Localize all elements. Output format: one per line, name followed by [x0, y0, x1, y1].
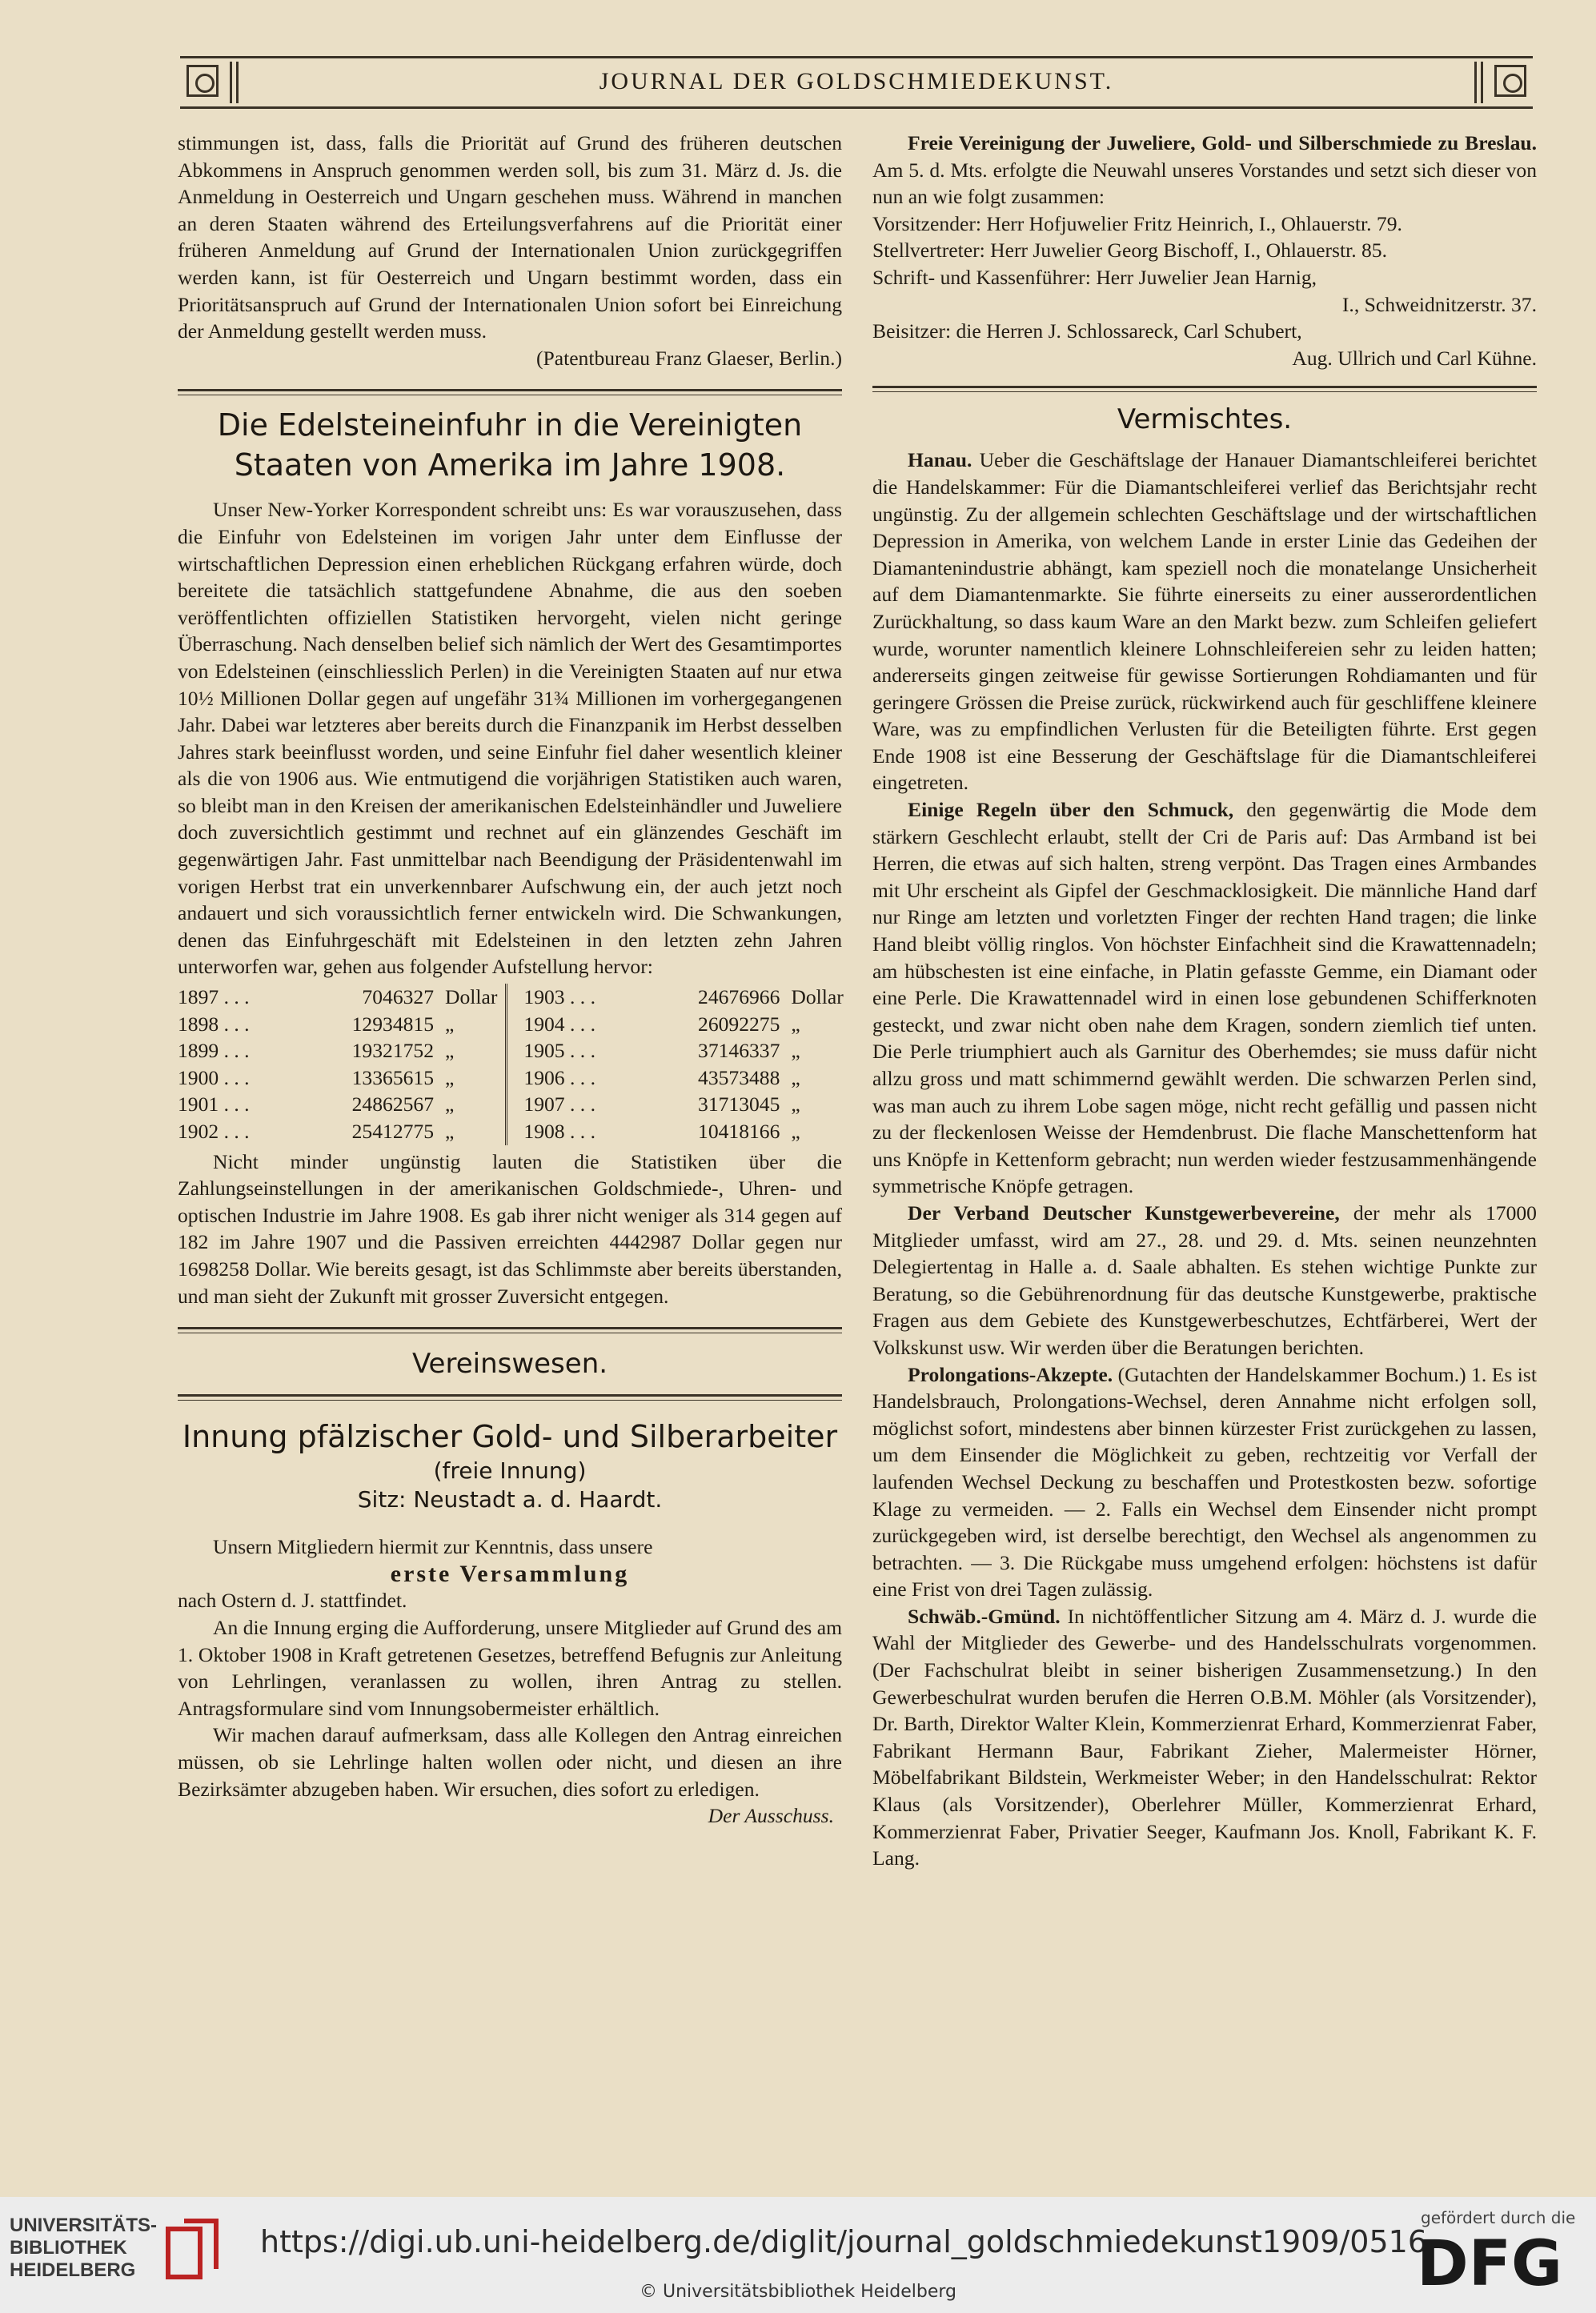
funding-note: gefördert durch die — [1421, 2208, 1576, 2227]
table-cell-unit: „ — [791, 1065, 800, 1089]
permalink-url[interactable]: https://digi.ub.uni-heidelberg.de/diglit/journal_goldschmiedekunst1909/0516 — [260, 2224, 1427, 2259]
table-cell-year: 1903 . . . — [523, 985, 595, 1009]
table-cell-value: 25412775 — [351, 1120, 434, 1143]
table-row — [178, 1011, 497, 1038]
table-cell-unit: Dollar — [445, 985, 498, 1009]
import-table-right — [507, 984, 843, 1145]
table-row — [523, 1037, 843, 1064]
section-divider — [178, 389, 842, 395]
article-title: Die Edelsteineinfuhr in die Vereinigten Staaten von Amerika im Jahre 1908. — [217, 407, 803, 483]
table-row — [178, 1118, 497, 1145]
table-cell-year: 1898 . . . — [178, 1012, 250, 1036]
section-title: Vermischtes. — [1117, 403, 1293, 436]
verband-text: der mehr als 17000 Mitglieder umfasst, wird am 27., 28. und 29. d. Mts. seinen neunzehnten Delegiertentag in Halle a. d. Saale abhalten. Es stehen wichtige Punkte zur Beratung, so die Gebührenordnung für das deutsche Kunstgewerbe, praktische Fragen aus dem Gebiete des Kunstgewerbeschutzes, Echtfärberei, Wert der Volkskunst usw. Wir werden über die Beratungen berichten. — [872, 1201, 1537, 1359]
dfg-logo-text: DFG — [1417, 2229, 1563, 2293]
table-cell-year: 1899 . . . — [178, 1039, 250, 1063]
library-name-line: UNIVERSITÄTS- — [10, 2215, 158, 2236]
table-cell-unit: „ — [791, 1039, 800, 1063]
import-table — [178, 984, 842, 1145]
breslau-title: Freie Vereinigung der Juweliere, Gold- und Silberschmiede zu Breslau. — [908, 131, 1537, 154]
table-cell-value: 24862567 — [351, 1092, 434, 1116]
table-cell-unit: Dollar — [791, 985, 844, 1009]
left-column — [178, 130, 842, 1830]
breslau-board-line: Stellvertreter: Herr Juwelier Georg Bischoff, I., Ohlauerstr. 85. — [872, 239, 1387, 263]
table-cell-unit: „ — [791, 1012, 800, 1036]
breslau-board-line: I., Schweidnitzerstr. 37. — [1341, 292, 1537, 316]
table-cell-value: 12934815 — [351, 1012, 434, 1036]
table-cell-year: 1897 . . . — [178, 985, 250, 1009]
intro-source: (Patentbureau Franz Glaeser, Berlin.) — [535, 346, 842, 370]
table-cell-value: 37146337 — [698, 1039, 780, 1063]
section-divider — [178, 1327, 842, 1333]
guild-signature: Der Ausschuss. — [708, 1804, 834, 1828]
header-rule — [1474, 62, 1477, 103]
guild-paragraph: Unsern Mitgliedern hiermit zur Kenntnis, dass unsere — [213, 1535, 653, 1559]
page-header — [180, 56, 1533, 109]
guild-title: Innung pfälzischer Gold- und Silberarbeiter — [182, 1419, 838, 1455]
viewer-footer — [0, 2197, 1596, 2313]
table-cell-year: 1906 . . . — [523, 1065, 595, 1089]
table-cell-year: 1908 . . . — [523, 1120, 595, 1143]
guild-emphasis: erste Versammlung — [390, 1560, 630, 1587]
table-cell-unit: „ — [445, 1039, 455, 1063]
table-cell-value: 31713045 — [698, 1092, 780, 1116]
table-row — [178, 1091, 497, 1118]
table-row — [523, 1118, 843, 1145]
library-name-line: BIBLIOTHEK — [10, 2237, 127, 2259]
breslau-board-list — [872, 210, 1537, 372]
intro-paragraph: stimmungen ist, dass, falls die Priorität auf Grund des früheren deutschen Abkommens in Anspruch genommen werden soll, bis zum 31. März d. Js. die Anmeldung in Oesterreich und Ungarn geschehen muss. Während in manchen an deren Staaten während des Erteilungsverfahrens auf die Priorität einer früheren Anmeldung auf Grund der Internationalen Union zurückgegriffen werden kann, ist für Oesterreich und Ungarn bestimmt worden, dass ein Prioritätsanspruch auf Grund der Internationalen Union sofort bei Einreichung der Anmeldung gestellt werden muss. — [178, 131, 842, 343]
gmuend-lead: Schwäb.-Gmünd. — [908, 1604, 1061, 1628]
table-cell-value: 43573488 — [698, 1065, 780, 1089]
table-row — [523, 984, 843, 1011]
copyright-text: © Universitätsbibliothek Heidelberg — [639, 2282, 956, 2302]
section-divider — [872, 386, 1537, 392]
guild-paragraph: nach Ostern d. J. stattfindet. — [178, 1589, 407, 1613]
gmuend-text: In nichtöffentlicher Sitzung am 4. März d. J. wurde die Wahl der Mitglieder des Gewerbe- und des Handelsschulrats vorgenommen. (Der Fachschulrat bleibt in seiner bisherigen Zusammensetzung.) In den Gewerbeschulrat wurden berufen die Herren O.B.M. Möhler (als Vorsitzender), Dr. Barth, Direktor Walter Klein, Kommerzienrat Erhard, Kommerzienrat Faber, Fabrikant Hermann Baur, Fabrikant Zieher, Malermeister Hörner, Möbelfabrikant Bildstein, Werkmeister Weber; in den Handelsschulrat: Rektor Klaus (als Vorsitzender), Oberlehrer Müller, Kommerzienrat Erhard, Kommerzienrat Faber, Privatier Seeger, Kaufmann Jos. Knoll, Fabrikant K. F. Lang. — [872, 1604, 1537, 1870]
table-row — [523, 1091, 843, 1118]
table-cell-unit: „ — [445, 1012, 455, 1036]
verband-lead: Der Verband Deutscher Kunstgewerbevereine, — [908, 1201, 1340, 1225]
table-cell-value: 10418166 — [698, 1120, 780, 1143]
hanau-text: Ueber die Geschäftslage der Hanauer Diamantschleiferei berichtet die Handelskammer: Für die Diamantschleiferei verlief das Berichtsjahr recht ungünstig. Zu der allgemein schlechten Geschäftslage und der wirtschaftlichen Depression in Amerika, von welchem Lande in erster Linie das Gedeihen der Diamantenindustrie abhängt, kam speziell noch die monatelange Unsicherheit auf dem Diamantenmarkte. Sie führte einerseits zu einer ausserordentlichen Zurückhaltung, so dass kaum Ware an den Markt bezw. zum Schleifen geliefert wurde, worunter namentlich kleinere Lohnschleifereien sehr zu leiden hatten; andererseits gingen zeitweise für gewisse Sortierungen Rohdiamanten und für geringere Grössen die Preise zurück, rückwirkend auch für geschliffene kleinere Ware, was zu empfindlichen Verlusten für die Beteiligten führte. Erst gegen Ende 1908 ist eine Besserung der Geschäftslage für die Diamantschleiferei eingetreten. — [872, 448, 1537, 795]
table-cell-year: 1907 . . . — [523, 1092, 595, 1116]
guild-paragraph: Wir machen darauf aufmerksam, dass alle Kollegen den Antrag einreichen müssen, ob sie Lehrlinge halten wollen oder nicht, und diesen an ihre Bezirksämter abzugeben haben. Wir ersuchen, dies sofort zu erledigen. — [178, 1723, 842, 1801]
table-cell-year: 1901 . . . — [178, 1092, 250, 1116]
guild-seat: Sitz: Neustadt a. d. Haardt. — [357, 1486, 663, 1513]
prolong-text: (Gutachten der Handelskammer Bochum.) 1. Es ist Handelsbrauch, Prolongations-Wechsel, deren Annahme nicht erfolgen soll, möglichst sofort, mindestens aber binnen kürzester Frist zurückgehen zu lassen, um dem Einsender die Möglichkeit zu geben, rechtzeitig vor Verfall der laufenden Wechsel Deckung zu beschaffen und Protestkosten bezw. sofortige Klage zu vermeiden. — 2. Falls ein Wechsel dem Einsender nicht prompt zurückgegeben wird, ist derselbe berechtigt, den Wechsel als angenommen zu betrachten. — 3. Die Rückgabe muss umgehend erfolgen: höchstens ist dafür eine Frist von drei Tagen zulässig. — [872, 1362, 1537, 1601]
schmuck-lead: Einige Regeln über den Schmuck, — [908, 798, 1234, 822]
guild-subtitle: (freie Innung) — [433, 1457, 587, 1485]
article-paragraph: Nicht minder ungünstig lauten die Statistiken über die Zahlungseinstellungen in der amerikanischen Goldschmiede-, Uhren- und optischen Industrie im Jahre 1908. Es gab ihrer nicht weniger als 314 gegen auf 182 im Jahre 1907 und die Passiven erreichten 4442987 Dollar gegen nur 1698258 Dollar. Wie bereits gesagt, ist das Schlimmste aber bereits überstanden, und man sieht der Zukunft mit grosser Zuversicht entgegen. — [178, 1149, 842, 1308]
breslau-board-line: Schrift- und Kassenführer: Herr Juwelier Jean Harnig, — [872, 265, 1317, 289]
table-cell-unit: „ — [445, 1120, 455, 1143]
table-cell-value: 19321752 — [351, 1039, 434, 1063]
table-cell-year: 1905 . . . — [523, 1039, 595, 1063]
table-cell-value: 7046327 — [362, 985, 434, 1009]
breslau-board-line: Beisitzer: die Herren J. Schlossareck, Carl Schubert, — [872, 319, 1302, 343]
table-cell-unit: „ — [445, 1092, 455, 1116]
library-logo-icon — [160, 2213, 224, 2285]
library-name-line: HEIDELBERG — [10, 2259, 136, 2281]
table-cell-year: 1900 . . . — [178, 1065, 250, 1089]
import-table-left — [178, 984, 507, 1145]
breslau-board-line: Vorsitzender: Herr Hofjuwelier Fritz Heinrich, I., Ohlauerstr. 79. — [872, 211, 1402, 235]
section-divider — [178, 1394, 842, 1401]
header-rule — [1481, 62, 1483, 103]
table-row — [178, 1037, 497, 1064]
table-cell-unit: „ — [791, 1092, 800, 1116]
breslau-board-line: Aug. Ullrich und Carl Kühne. — [1292, 346, 1537, 370]
table-row — [178, 984, 497, 1011]
table-row — [523, 1064, 843, 1092]
article-paragraph: Unser New-Yorker Korrespondent schreibt uns: Es war vorauszusehen, dass die Einfuhr von Edelsteinen im vorigen Jahr unter dem Einflusse der wirtschaftlichen Depression einen erheblichen Rückgang erfahren würde, doch bereitete die tatsächlich stattgefundene Abnahme, die aus den soeben veröffentlichten offiziellen Statistiken hervorgeht, vielen nicht geringe Überraschung. Nach denselben belief sich nämlich der Wert des Gesamtimportes von Edelsteinen (einschliesslich Perlen) in die Vereinigten Staaten auf nur etwa 10½ Millionen Dollar gegen auf ungefähr 31¾ Millionen im vorhergegangenen Jahr. Dabei war letzteres aber bereits durch die Finanzpanik im Herbst desselben Jahres stark beeinflusst worden, und seine Einfuhr fiel daher wesentlich kleiner als die von 1906 aus. Wie entmutigend die vorjährigen Statistiken auch waren, so bleibt man in den Kreisen der amerikanischen Edelsteinhändler und Juweliere doch zuversichtlich gestimmt und rechnet auf ein glänzendes Geschäft im gegenwärtigen Jahr. Fast unmittelbar nach Beendigung der Präsidentenwahl im vorigen Herbst trat ein unverkennbarer Aufschwung ein, der auch jetzt noch andauert und sich voraussichtlich ferner entwickeln wird. Die Schwankungen, denen das Einfuhrgeschäft mit Edelsteinen in den letzten zehn Jahren unterworfen war, gehen aus folgender Aufstellung hervor: — [178, 498, 842, 979]
table-cell-value: 26092275 — [698, 1012, 780, 1036]
table-cell-unit: „ — [791, 1120, 800, 1143]
table-row — [523, 1011, 843, 1038]
table-cell-year: 1904 . . . — [523, 1012, 595, 1036]
prolong-lead: Prolongations-Akzepte. — [908, 1362, 1113, 1386]
schmuck-text: den gegenwärtig die Mode dem stärkern Geschlecht erlaubt, stellt der Cri de Paris auf: Das Armband ist bei Herren, die etwas auf sich halten, streng verpönt. Das Tragen eines Armbandes mit Uhr erscheint als Gipfel der Geschmacklosigkeit. Die männliche Hand darf nur Ringe am letzten und vorletzten Finger der rechten Hand tragen; die linke Hand bleibt völlig ringlos. Von höchster Einfachheit sind die Krawattennadeln; am hübschesten ist eine einfache, in Platin gefasste Gemme, ein Diamant oder eine Perle. Die Krawattennadel wird in einen lose gebundenen Schifferknoten gesteckt, und zwar nicht oben nahe dem Kragen, sondern ziemlich tief unten. Die Perle triumphiert auch als Garnitur des Oberhemdes; sie muss dafür nicht allzu gross und matt schimmernd gewählt werden. Die schwarzen Perlen sind, was man auch zu ihrem Lobe sagen möge, nicht recht gefällig und passen nicht zu der fleckenlosen Weisse der Hemdenbrust. Die flache Manschettenform hat uns Knöpfe in Kettenform gebracht; nun werden wieder festzusammenhängende symmetrische Knöpfe getragen. — [872, 798, 1537, 1198]
library-name[interactable] — [10, 2215, 157, 2282]
guild-paragraph: An die Innung erging die Aufforderung, unsere Mitglieder auf Grund des am 1. Oktober 1908 in Kraft getretenen Gesetzes, betreffend Befugnis zur Anleitung von Lehrlingen, veranlassen zu wollen, ihren Antrag zu stellen. Antragsformulare sind vom Innungsobermeister erhältlich. — [178, 1615, 842, 1720]
breslau-text: Am 5. d. Mts. erfolgte die Neuwahl unseres Vorstandes und setzt sich dieser von nun an wie folgt zusammen: — [872, 158, 1537, 209]
table-row — [178, 1064, 497, 1092]
ornament-icon — [1494, 65, 1526, 97]
table-cell-value: 13365615 — [351, 1065, 434, 1089]
table-cell-value: 24676966 — [698, 985, 780, 1009]
table-cell-unit: „ — [445, 1065, 455, 1089]
table-cell-year: 1902 . . . — [178, 1120, 250, 1143]
section-title: Vereinswesen. — [411, 1348, 608, 1381]
hanau-lead: Hanau. — [908, 448, 972, 472]
right-column — [872, 130, 1537, 1872]
dfg-logo-icon[interactable] — [1417, 2229, 1585, 2293]
journal-title: JOURNAL DER GOLDSCHMIEDEKUNST. — [599, 68, 1114, 94]
